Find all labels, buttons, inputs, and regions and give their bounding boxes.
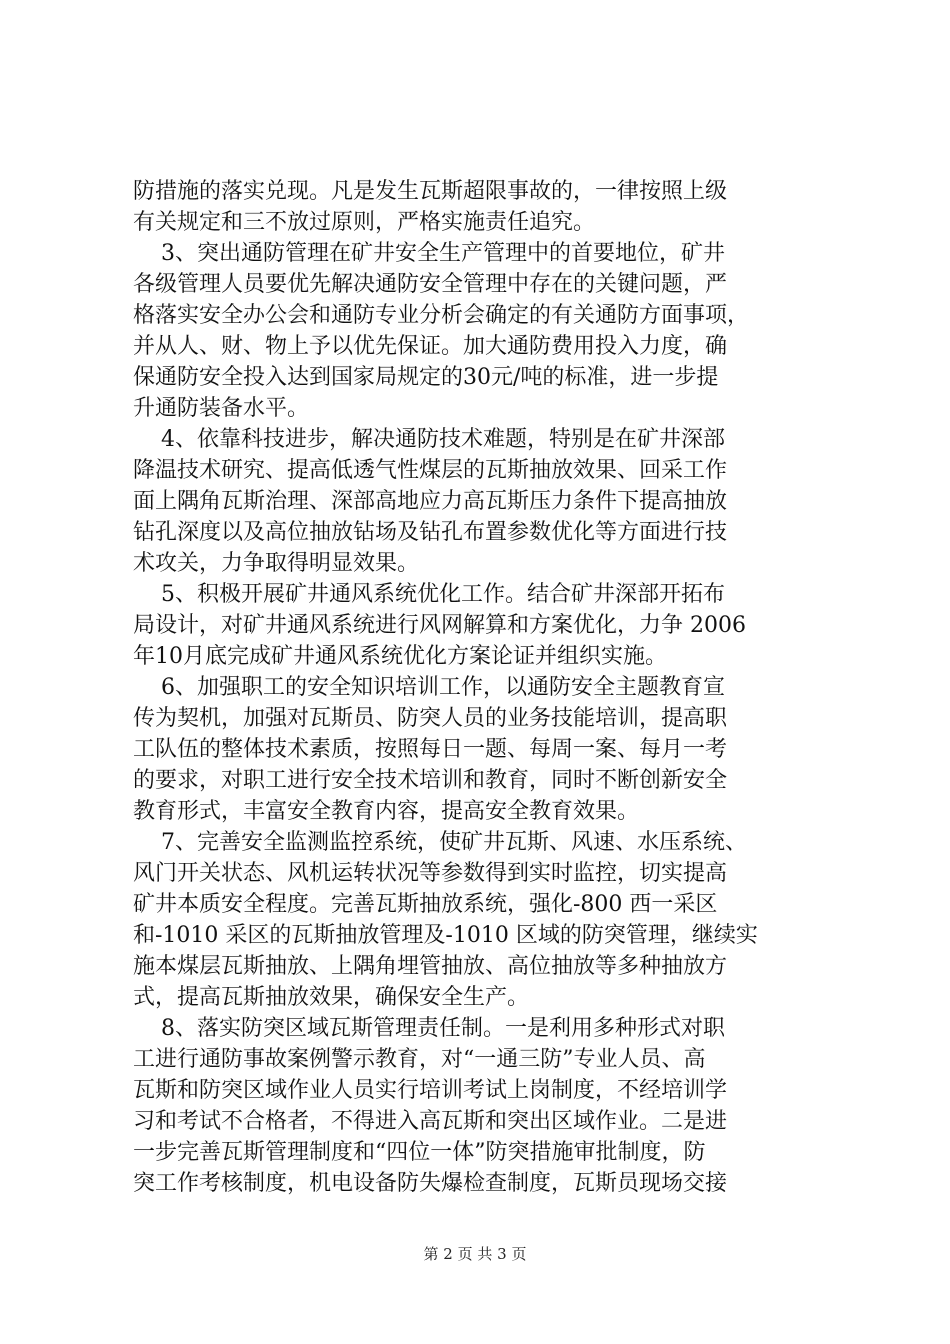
text-line: 施本煤层瓦斯抽放、上隅角埋管抽放、高位抽放等多种抽放方 bbox=[133, 954, 728, 979]
text-line: 术攻关，力争取得明显效果。 bbox=[133, 551, 420, 576]
text-line: 保通防安全投入达到国家局规定的30元/吨的标准，进一步提 bbox=[133, 365, 719, 390]
text-line: 突工作考核制度，机电设备防失爆检查制度，瓦斯员现场交接 bbox=[133, 1171, 728, 1196]
text-line: 4、依靠科技进步，解决通防技术难题，特别是在矿井深部 bbox=[133, 427, 725, 452]
text-line: 7、完善安全监测监控系统，使矿井瓦斯、风速、水压系统、 bbox=[133, 830, 747, 855]
text-line: 钻孔深度以及高位抽放钻场及钻孔布置参数优化等方面进行技 bbox=[133, 520, 728, 545]
text-line: 升通防装备水平。 bbox=[133, 396, 310, 421]
text-line: 局设计，对矿井通风系统进行风网解算和方案优化，力争 2006 bbox=[133, 613, 746, 638]
text-line: 各级管理人员要优先解决通防安全管理中存在的关键问题，严 bbox=[133, 272, 728, 297]
text-line: 面上隅角瓦斯治理、深部高地应力高瓦斯压力条件下提高抽放 bbox=[133, 489, 728, 514]
text-line: 5、积极开展矿井通风系统优化工作。结合矿井深部开拓布 bbox=[133, 582, 725, 607]
document-body bbox=[133, 176, 833, 1199]
text-line: 式，提高瓦斯抽放效果，确保安全生产。 bbox=[133, 985, 530, 1010]
text-line: 一步完善瓦斯管理制度和“四位一体”防突措施审批制度，防 bbox=[133, 1140, 706, 1165]
text-line: 工队伍的整体技术素质，按照每日一题、每周一案、每月一考 bbox=[133, 737, 728, 762]
text-line: 6、加强职工的安全知识培训工作，以通防安全主题教育宣 bbox=[133, 675, 725, 700]
text-line: 习和考试不合格者，不得进入高瓦斯和突出区域作业。二是进 bbox=[133, 1109, 728, 1134]
text-line: 并从人、财、物上予以优先保证。加大通防费用投入力度，确 bbox=[133, 334, 728, 359]
text-line: 8、落实防突区域瓦斯管理责任制。一是利用多种形式对职 bbox=[133, 1016, 725, 1041]
text-line: 的要求，对职工进行安全技术培训和教育，同时不断创新安全 bbox=[133, 768, 728, 793]
text-line: 风门开关状态、风机运转状况等参数得到实时监控，切实提高 bbox=[133, 861, 728, 886]
text-line: 防措施的落实兑现。凡是发生瓦斯超限事故的，一律按照上级 bbox=[133, 179, 728, 204]
text-line: 降温技术研究、提高低透气性煤层的瓦斯抽放效果、回采工作 bbox=[133, 458, 728, 483]
text-line: 年10月底完成矿井通风系统优化方案论证并组织实施。 bbox=[133, 644, 667, 669]
text-line: 传为契机，加强对瓦斯员、防突人员的业务技能培训，提高职 bbox=[133, 706, 728, 731]
text-line: 3、突出通防管理在矿井安全生产管理中的首要地位，矿井 bbox=[133, 241, 725, 266]
text-line: 工进行通防事故案例警示教育，对“一通三防”专业人员、高 bbox=[133, 1047, 706, 1072]
text-line: 有关规定和三不放过原则，严格实施责任追究。 bbox=[133, 210, 596, 235]
text-line: 格落实安全办公会和通防专业分析会确定的有关通防方面事项， bbox=[133, 303, 750, 328]
text-line: 瓦斯和防突区域作业人员实行培训考试上岗制度，不经培训学 bbox=[133, 1078, 728, 1103]
page-footer bbox=[0, 1243, 950, 1264]
text-line: 和-1010 采区的瓦斯抽放管理及-1010 区域的防突管理，继续实 bbox=[133, 923, 758, 948]
text-line: 矿井本质安全程度。完善瓦斯抽放系统，强化-800 西一采区 bbox=[133, 892, 718, 917]
page-number-label: 第 2 页 共 3 页 bbox=[423, 1245, 527, 1263]
text-line: 教育形式，丰富安全教育内容，提高安全教育效果。 bbox=[133, 799, 640, 824]
